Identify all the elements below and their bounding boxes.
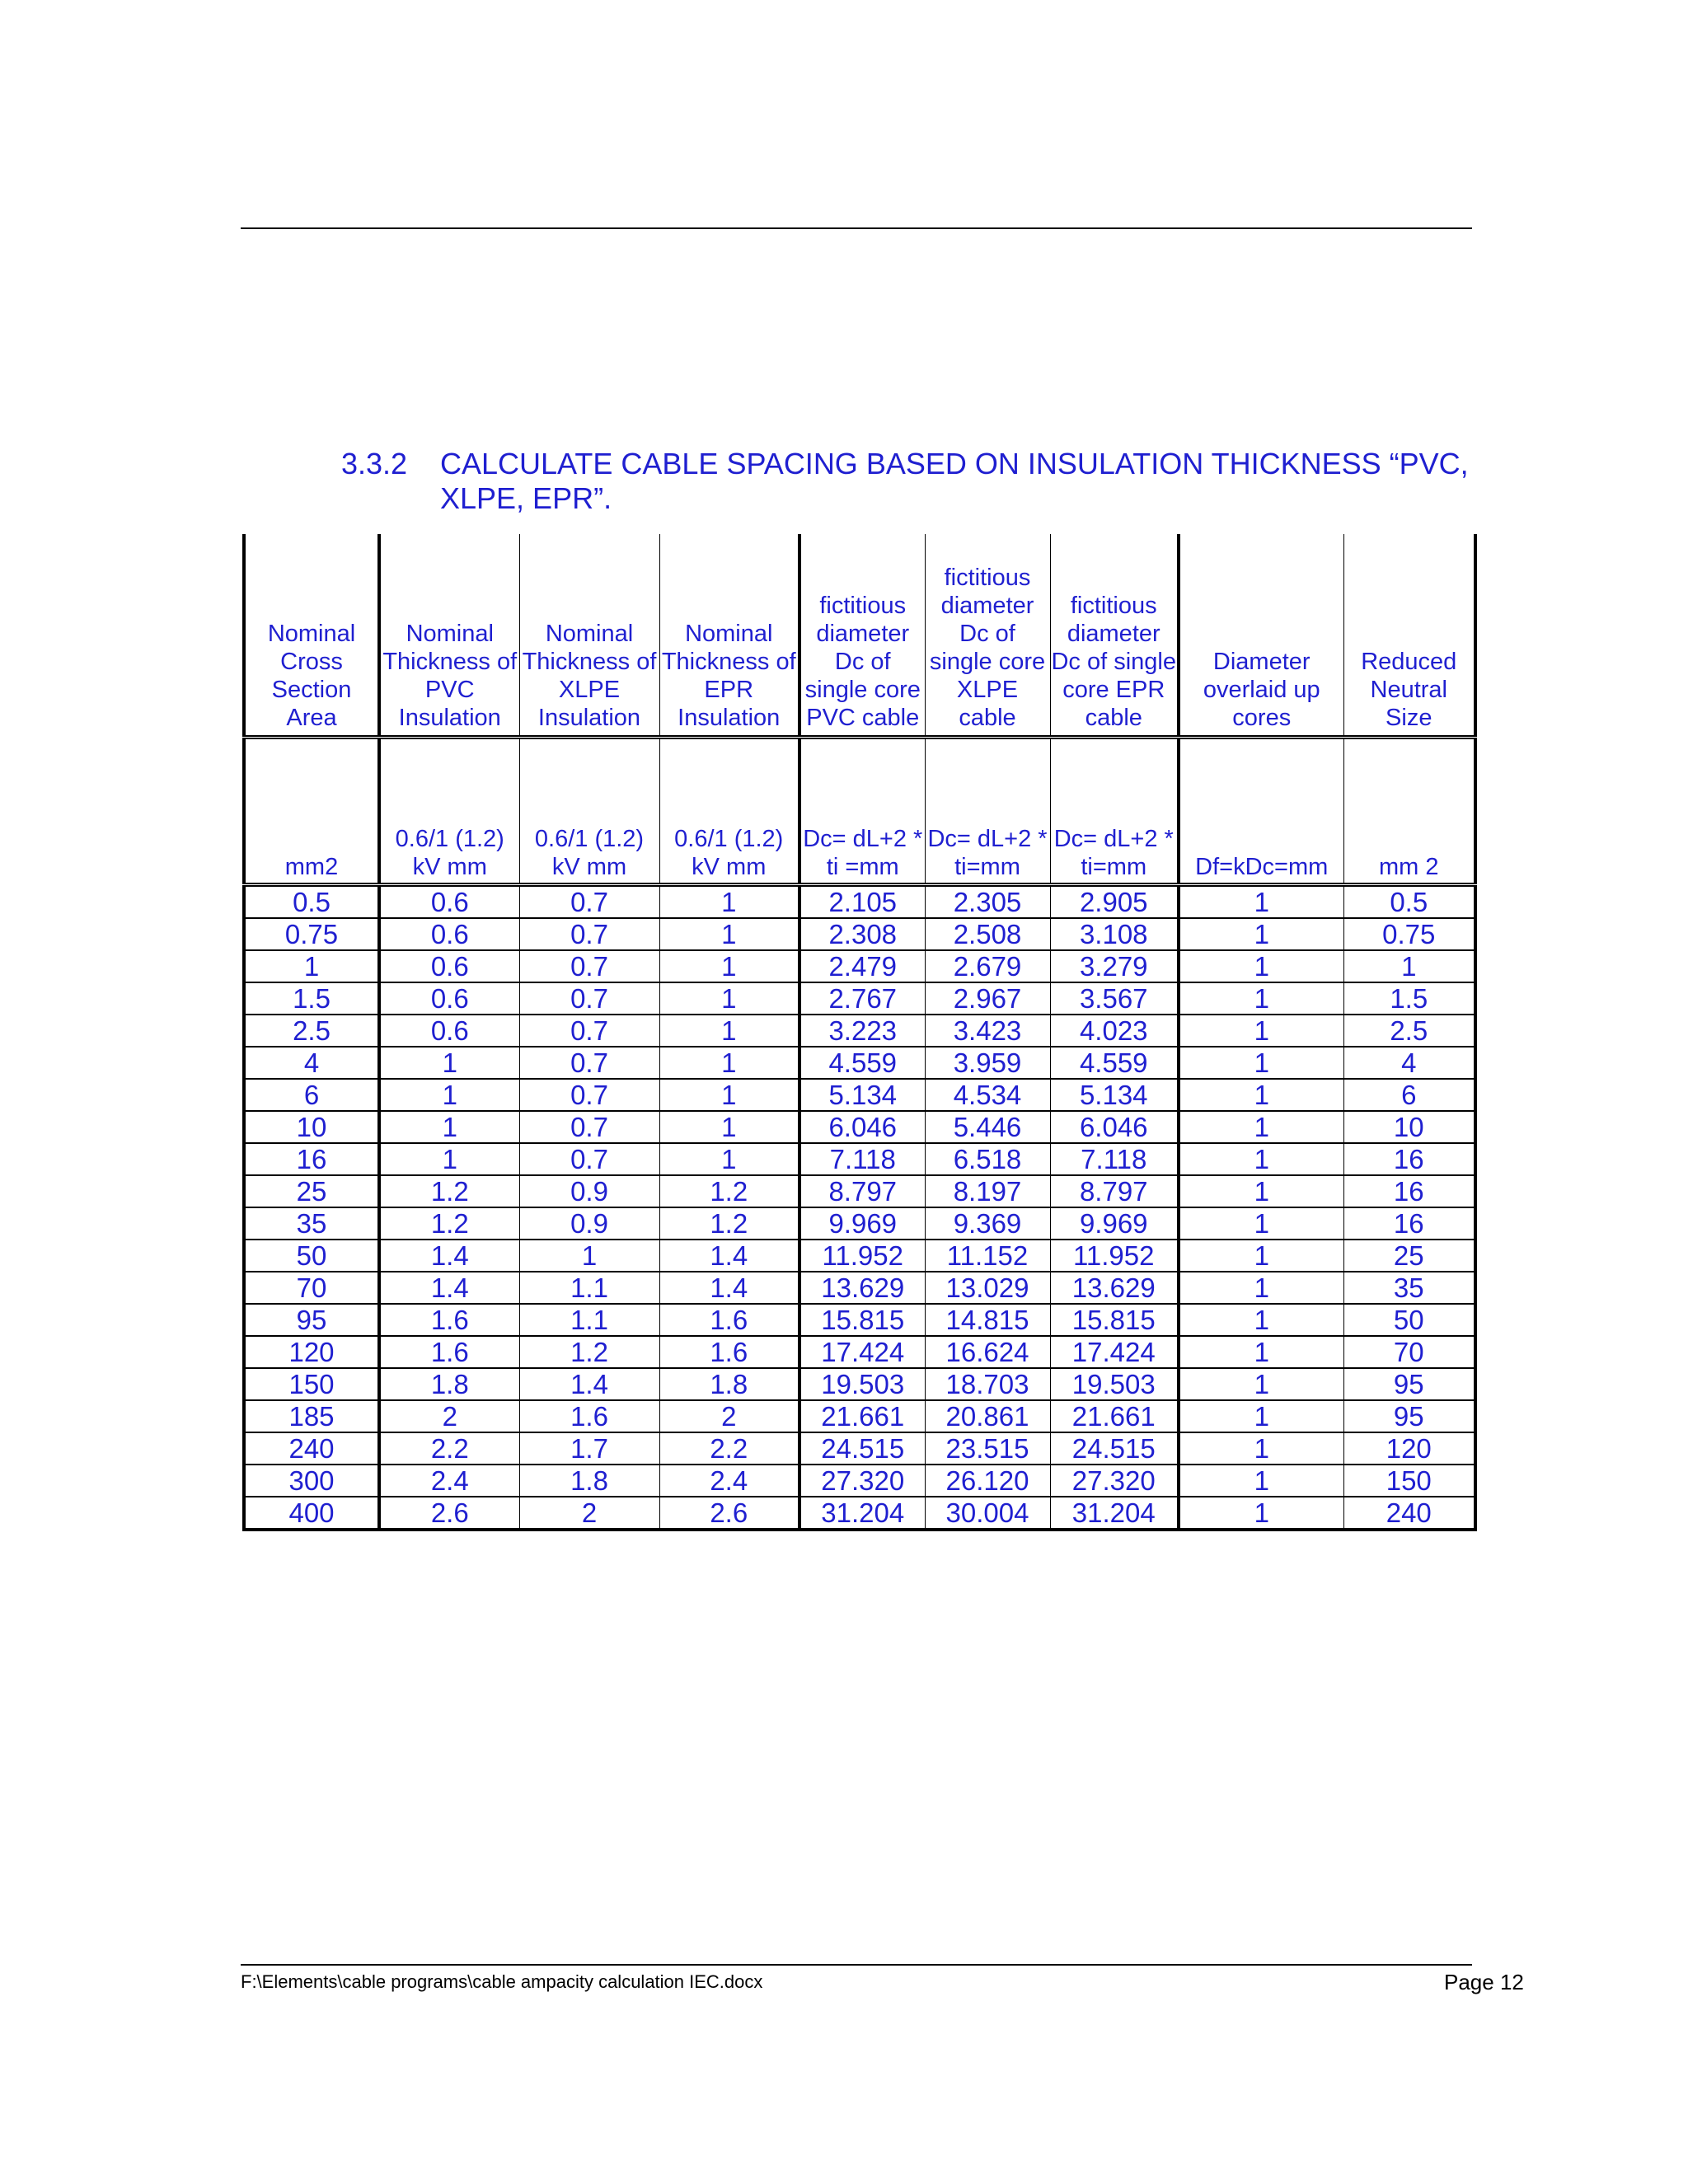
table-row-cell: 1.2: [519, 1336, 659, 1368]
table-row-cell: 1.4: [379, 1240, 519, 1272]
table-row-cell: 1: [659, 918, 799, 950]
table-row-cell: 2.6: [379, 1497, 519, 1530]
table-row-cell: 1.4: [659, 1272, 799, 1304]
table-row-cell: 1: [1179, 950, 1343, 982]
table-row-cell: 8.797: [1050, 1175, 1179, 1207]
table-row-cell: 7.118: [799, 1143, 925, 1175]
table-row-cell: 16: [1343, 1143, 1475, 1175]
table-row-cell: 1: [659, 950, 799, 982]
table-row-cell: 4.559: [799, 1047, 925, 1079]
table-row-cell: 1.5: [1343, 982, 1475, 1015]
table-row-cell: 15.815: [1050, 1304, 1179, 1336]
table-row-cell: 1.8: [379, 1368, 519, 1400]
table-row-cell: 1: [659, 982, 799, 1015]
table-row-cell: 6.046: [799, 1111, 925, 1143]
table-row-cell: 300: [244, 1465, 379, 1497]
table-units-row: [244, 738, 1475, 885]
table-row-cell: 9.369: [925, 1207, 1050, 1240]
table-row-cell: 26.120: [925, 1465, 1050, 1497]
table-row-cell: 1: [1179, 1111, 1343, 1143]
table-row-cell: 1: [1179, 1240, 1343, 1272]
table-units-row-cell: Dc= dL+2 * ti =mm: [799, 738, 925, 885]
table-row-cell: 1: [1179, 1015, 1343, 1047]
table-row-cell: 400: [244, 1497, 379, 1530]
table-row-cell: 1: [659, 885, 799, 919]
table-row-cell: 0.6: [379, 1015, 519, 1047]
table-row-cell: 0.7: [519, 982, 659, 1015]
table-row-cell: 0.75: [244, 918, 379, 950]
table-row: [244, 1111, 1475, 1143]
table-row-cell: 1.6: [519, 1400, 659, 1432]
table-row: [244, 1240, 1475, 1272]
table-row-cell: 35: [244, 1207, 379, 1240]
table-row: [244, 1079, 1475, 1111]
table-row-cell: 0.75: [1343, 918, 1475, 950]
table-row-cell: 24.515: [799, 1432, 925, 1465]
table-row-cell: 1: [1179, 918, 1343, 950]
table-row-cell: 1.5: [244, 982, 379, 1015]
table-row-cell: 1.4: [659, 1240, 799, 1272]
table-row-cell: 6.046: [1050, 1111, 1179, 1143]
table-row-cell: 1: [519, 1240, 659, 1272]
table-row-cell: 1: [1179, 1175, 1343, 1207]
table-row-cell: 1: [1343, 950, 1475, 982]
table-row-cell: 19.503: [799, 1368, 925, 1400]
table-row-cell: 8.197: [925, 1175, 1050, 1207]
table-row-cell: 3.223: [799, 1015, 925, 1047]
table-row-cell: 10: [1343, 1111, 1475, 1143]
table-row: [244, 1272, 1475, 1304]
table-row-cell: 2.967: [925, 982, 1050, 1015]
table-row-cell: 1: [379, 1111, 519, 1143]
table-row-cell: 0.6: [379, 918, 519, 950]
table-header-row-cell: Nominal Thickness of PVC Insulation: [379, 534, 519, 738]
table-row-cell: 1: [659, 1111, 799, 1143]
table-row-cell: 1.6: [379, 1336, 519, 1368]
section-title: CALCULATE CABLE SPACING BASED ON INSULATION THICKNESS “PVC, XLPE, EPR”.: [440, 447, 1469, 515]
table-row-cell: 5.446: [925, 1111, 1050, 1143]
table-row: [244, 1304, 1475, 1336]
table-row-cell: 95: [1343, 1368, 1475, 1400]
table-row-cell: 16: [244, 1143, 379, 1175]
table-row-cell: 1.2: [379, 1175, 519, 1207]
table-row-cell: 2.305: [925, 885, 1050, 919]
table-row-cell: 27.320: [799, 1465, 925, 1497]
table-row-cell: 8.797: [799, 1175, 925, 1207]
table-row: [244, 1143, 1475, 1175]
table-units-row-cell: 0.6/1 (1.2) kV mm: [519, 738, 659, 885]
table-row-cell: 1.4: [519, 1368, 659, 1400]
table-row-cell: 25: [1343, 1240, 1475, 1272]
table-units-row-cell: Df=kDc=mm: [1179, 738, 1343, 885]
table-row-cell: 1.4: [379, 1272, 519, 1304]
table-row: [244, 1400, 1475, 1432]
table-row-cell: 1.7: [519, 1432, 659, 1465]
table-row-cell: 25: [244, 1175, 379, 1207]
table-row-cell: 0.5: [244, 885, 379, 919]
table-row-cell: 13.629: [799, 1272, 925, 1304]
table-row-cell: 16: [1343, 1207, 1475, 1240]
table-row-cell: 0.6: [379, 885, 519, 919]
footer-rule: [241, 1964, 1472, 1966]
table-row-cell: 11.952: [799, 1240, 925, 1272]
table-row-cell: 2.105: [799, 885, 925, 919]
table-units-row-cell: 0.6/1 (1.2) kV mm: [379, 738, 519, 885]
table-row-cell: 2.5: [1343, 1015, 1475, 1047]
table-row-cell: 21.661: [799, 1400, 925, 1432]
table-row-cell: 3.279: [1050, 950, 1179, 982]
footer-page-number: Page 12: [1444, 1970, 1524, 1994]
table-row: [244, 1432, 1475, 1465]
table-header-row-cell: Nominal Cross Section Area: [244, 534, 379, 738]
table-row-cell: 3.423: [925, 1015, 1050, 1047]
table-row-cell: 120: [1343, 1432, 1475, 1465]
table-row-cell: 1: [1179, 1400, 1343, 1432]
table-header-row-cell: Nominal Thickness of XLPE Insulation: [519, 534, 659, 738]
table-row-cell: 2.6: [659, 1497, 799, 1530]
table-row-cell: 1: [659, 1143, 799, 1175]
table-row-cell: 0.6: [379, 982, 519, 1015]
table-row-cell: 1.8: [659, 1368, 799, 1400]
table-row-cell: 20.861: [925, 1400, 1050, 1432]
table-row-cell: 35: [1343, 1272, 1475, 1304]
table-row: [244, 1368, 1475, 1400]
table-row: [244, 1015, 1475, 1047]
table-row-cell: 1: [1179, 1079, 1343, 1111]
table-row-cell: 1: [1179, 1047, 1343, 1079]
table-row: [244, 885, 1475, 919]
table-row-cell: 70: [244, 1272, 379, 1304]
table-row-cell: 0.7: [519, 885, 659, 919]
table-row-cell: 5.134: [1050, 1079, 1179, 1111]
table-row-cell: 1: [1179, 1336, 1343, 1368]
table-header-row-cell: fictitious diameter Dc of single core XLPE cable: [925, 534, 1050, 738]
table-row-cell: 1: [1179, 982, 1343, 1015]
cable-spacing-table: [242, 534, 1477, 1531]
table-row: [244, 1175, 1475, 1207]
table-row-cell: 31.204: [799, 1497, 925, 1530]
table-row-cell: 2.5: [244, 1015, 379, 1047]
table-row-cell: 1.6: [659, 1336, 799, 1368]
table-row-cell: 1.6: [659, 1304, 799, 1336]
table-row-cell: 4: [1343, 1047, 1475, 1079]
table-row-cell: 3.567: [1050, 982, 1179, 1015]
header-rule: [241, 227, 1472, 229]
table-row-cell: 9.969: [1050, 1207, 1179, 1240]
table-row-cell: 17.424: [1050, 1336, 1179, 1368]
table-row-cell: 1: [1179, 1497, 1343, 1530]
table-row-cell: 1: [1179, 1432, 1343, 1465]
table-row-cell: 1: [244, 950, 379, 982]
table-row-cell: 2: [519, 1497, 659, 1530]
table-row-cell: 0.5: [1343, 885, 1475, 919]
table-row-cell: 95: [244, 1304, 379, 1336]
table-row-cell: 15.815: [799, 1304, 925, 1336]
table-row-cell: 2.767: [799, 982, 925, 1015]
footer-file-path: F:\Elements\cable programs\cable ampacity calculation IEC.docx: [241, 1971, 763, 1992]
table-units-row-cell: Dc= dL+2 * ti=mm: [1050, 738, 1179, 885]
table-row-cell: 2.2: [659, 1432, 799, 1465]
table-row-cell: 1.2: [659, 1175, 799, 1207]
table-row-cell: 2.905: [1050, 885, 1179, 919]
table-row-cell: 0.7: [519, 1143, 659, 1175]
table-row-cell: 0.9: [519, 1207, 659, 1240]
table-row-cell: 6.518: [925, 1143, 1050, 1175]
table-row-cell: 150: [244, 1368, 379, 1400]
table-row-cell: 1: [379, 1047, 519, 1079]
table-row-cell: 16.624: [925, 1336, 1050, 1368]
table-row-cell: 1: [1179, 1368, 1343, 1400]
table-row-cell: 2.679: [925, 950, 1050, 982]
table-row-cell: 0.6: [379, 950, 519, 982]
table-row-cell: 6: [1343, 1079, 1475, 1111]
table-row-cell: 185: [244, 1400, 379, 1432]
table-row-cell: 240: [1343, 1497, 1475, 1530]
table-row-cell: 1.1: [519, 1272, 659, 1304]
table-row-cell: 240: [244, 1432, 379, 1465]
table-row-cell: 1: [379, 1143, 519, 1175]
table-row: [244, 918, 1475, 950]
table-row-cell: 2.479: [799, 950, 925, 982]
table-units-row-cell: 0.6/1 (1.2) kV mm: [659, 738, 799, 885]
table-row-cell: 1: [1179, 1272, 1343, 1304]
table-row-cell: 16: [1343, 1175, 1475, 1207]
table-header-row-cell: Nominal Thickness of EPR Insulation: [659, 534, 799, 738]
table-row-cell: 11.152: [925, 1240, 1050, 1272]
table-row-cell: 0.7: [519, 918, 659, 950]
table-header-row-cell: Reduced Neutral Size: [1343, 534, 1475, 738]
table-row-cell: 5.134: [799, 1079, 925, 1111]
table-row-cell: 13.629: [1050, 1272, 1179, 1304]
table-row-cell: 1.6: [379, 1304, 519, 1336]
table-row-cell: 13.029: [925, 1272, 1050, 1304]
table-row-cell: 7.118: [1050, 1143, 1179, 1175]
table-row-cell: 9.969: [799, 1207, 925, 1240]
table-row: [244, 1465, 1475, 1497]
table-row-cell: 95: [1343, 1400, 1475, 1432]
table-row-cell: 2.2: [379, 1432, 519, 1465]
table-row-cell: 11.952: [1050, 1240, 1179, 1272]
table-row-cell: 18.703: [925, 1368, 1050, 1400]
table-row-cell: 19.503: [1050, 1368, 1179, 1400]
table-row-cell: 2: [659, 1400, 799, 1432]
table-row-cell: 1: [1179, 1465, 1343, 1497]
table-row-cell: 50: [244, 1240, 379, 1272]
table-row-cell: 2.308: [799, 918, 925, 950]
table-row-cell: 1.8: [519, 1465, 659, 1497]
table-row-cell: 4.534: [925, 1079, 1050, 1111]
table-row-cell: 0.7: [519, 1079, 659, 1111]
table-units-row-cell: mm2: [244, 738, 379, 885]
table-row: [244, 1047, 1475, 1079]
table-row-cell: 2: [379, 1400, 519, 1432]
table-row: [244, 1497, 1475, 1530]
table-row-cell: 1: [659, 1015, 799, 1047]
table-units-row-cell: Dc= dL+2 * ti=mm: [925, 738, 1050, 885]
table-row-cell: 21.661: [1050, 1400, 1179, 1432]
table-row-cell: 4.023: [1050, 1015, 1179, 1047]
table-row-cell: 1.2: [659, 1207, 799, 1240]
table-header-row: [244, 534, 1475, 738]
table-row-cell: 120: [244, 1336, 379, 1368]
table-row-cell: 50: [1343, 1304, 1475, 1336]
table-row: [244, 1336, 1475, 1368]
table-row-cell: 2.4: [659, 1465, 799, 1497]
table-row-cell: 17.424: [799, 1336, 925, 1368]
table-row-cell: 3.959: [925, 1047, 1050, 1079]
table-row-cell: 2.508: [925, 918, 1050, 950]
table-row-cell: 1.1: [519, 1304, 659, 1336]
table-row-cell: 31.204: [1050, 1497, 1179, 1530]
table-row-cell: 2.4: [379, 1465, 519, 1497]
table-row-cell: 0.7: [519, 1015, 659, 1047]
table-header-row-cell: fictitious diameter Dc of single core EPR cable: [1050, 534, 1179, 738]
table-header-row-cell: Diameter overlaid up cores: [1179, 534, 1343, 738]
table-row: [244, 982, 1475, 1015]
table-row-cell: 1: [659, 1047, 799, 1079]
table-row-cell: 14.815: [925, 1304, 1050, 1336]
table-row-cell: 27.320: [1050, 1465, 1179, 1497]
table-row-cell: 23.515: [925, 1432, 1050, 1465]
table-row-cell: 0.7: [519, 1111, 659, 1143]
table-row-cell: 1: [1179, 885, 1343, 919]
table-row-cell: 1: [659, 1079, 799, 1111]
table-row-cell: 6: [244, 1079, 379, 1111]
table-row-cell: 0.9: [519, 1175, 659, 1207]
table-row-cell: 1: [1179, 1304, 1343, 1336]
section-number: 3.3.2: [341, 447, 408, 480]
table-row-cell: 3.108: [1050, 918, 1179, 950]
table-row-cell: 70: [1343, 1336, 1475, 1368]
table-row-cell: 1: [1179, 1207, 1343, 1240]
table-row: [244, 950, 1475, 982]
table-header-row-cell: fictitious diameter Dc of single core PVC cable: [799, 534, 925, 738]
table-row-cell: 1: [379, 1079, 519, 1111]
table-row-cell: 24.515: [1050, 1432, 1179, 1465]
table-row-cell: 4: [244, 1047, 379, 1079]
table-row-cell: 0.7: [519, 1047, 659, 1079]
table-row: [244, 1207, 1475, 1240]
table-units-row-cell: mm 2: [1343, 738, 1475, 885]
table-row-cell: 4.559: [1050, 1047, 1179, 1079]
table-row-cell: 0.7: [519, 950, 659, 982]
table-row-cell: 10: [244, 1111, 379, 1143]
table-row-cell: 150: [1343, 1465, 1475, 1497]
table-row-cell: 1.2: [379, 1207, 519, 1240]
table-row-cell: 1: [1179, 1143, 1343, 1175]
table-row-cell: 30.004: [925, 1497, 1050, 1530]
